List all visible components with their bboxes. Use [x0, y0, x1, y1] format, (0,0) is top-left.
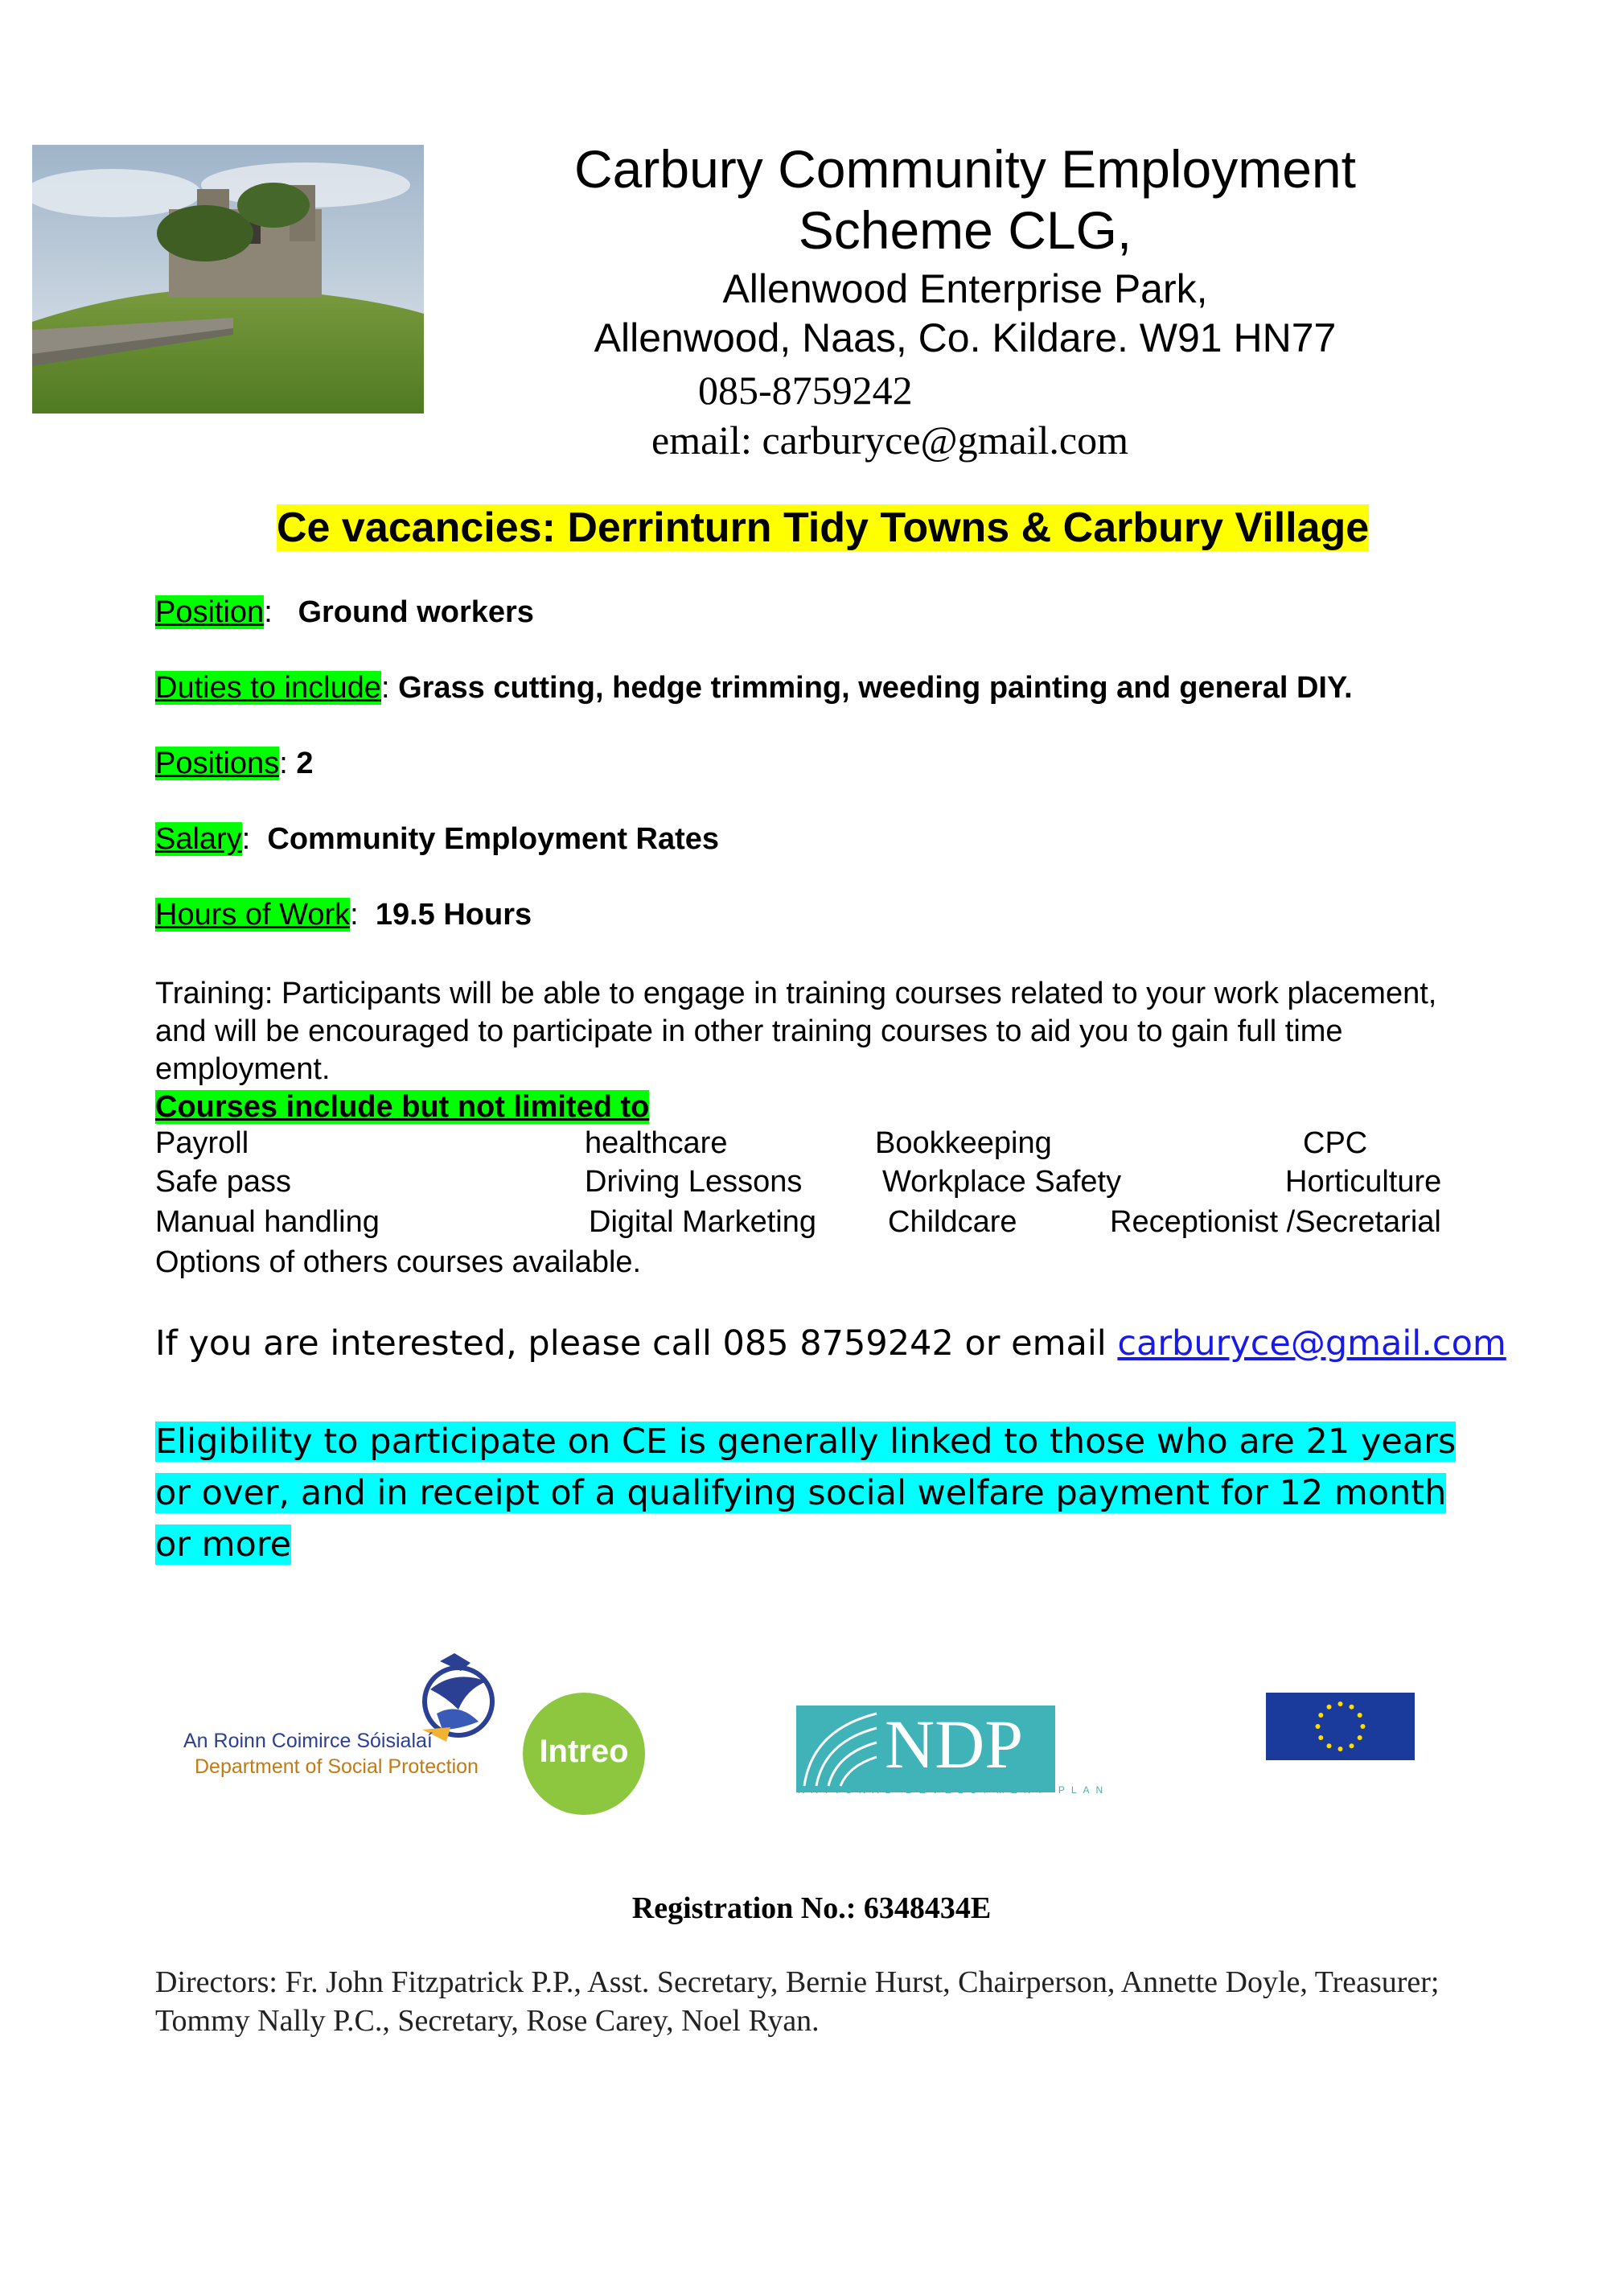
directors-list: Directors: Fr. John Fitzpatrick P.P., Asst. Secretary, Bernie Hurst, Chairperson, Annette Doyle, Treasurer; Tommy Nally P.C., Secretary, Rose Carey, Noel Ryan.: [155, 1965, 1440, 2038]
field-positions: Positions: 2: [155, 747, 314, 780]
eligibility-text: Eligibility to participate on CE is generally linked to those who are 21 years or over, and in receipt of a qualifying social welfare payment for 12 month or more: [155, 1422, 1457, 1565]
course-childcare: Childcare: [888, 1205, 1017, 1239]
vacancies-title: [277, 504, 1369, 552]
salary-value: Community Employment Rates: [267, 822, 720, 856]
duties-value: Grass cutting, hedge trimming, weeding painting and general DIY.: [398, 671, 1353, 705]
castle-ruin-photo: [32, 145, 424, 414]
training-paragraph: Training: Participants will be able to engage in training courses related to your work placement, and will be encouraged to participate in other training courses to aid you to gain full time employment.: [155, 977, 1437, 1086]
course-receptionist: Receptionist /Secretarial: [1110, 1205, 1441, 1239]
org-name-line2: Scheme CLG,: [798, 200, 1132, 260]
eu-flag-icon: [1266, 1693, 1415, 1760]
courses-heading: [155, 1089, 649, 1125]
contact-email-link[interactable]: carburyce@gmail.com: [1117, 1323, 1506, 1364]
field-hours: Hours of Work: 19.5 Hours: [155, 898, 532, 932]
course-workplace-safety: Workplace Safety: [882, 1165, 1122, 1199]
course-driving-lessons: Driving Lessons: [585, 1165, 803, 1199]
course-healthcare: healthcare: [585, 1126, 728, 1160]
ndp-logo-subtitle: NATIONAL DEVELOPMENT PLAN: [798, 1784, 1110, 1796]
org-name-line1: Carbury Community Employment: [574, 139, 1356, 199]
positions-value: 2: [296, 747, 314, 780]
eligibility-paragraph: [155, 1416, 1482, 1570]
course-safe-pass: Safe pass: [155, 1165, 291, 1199]
course-digital-marketing: Digital Marketing: [589, 1205, 816, 1239]
position-value: Ground workers: [298, 595, 534, 629]
header-email: [651, 417, 1128, 463]
course-manual-handling: Manual handling: [155, 1205, 380, 1239]
salary-label: Salary: [155, 822, 242, 856]
vacancies-title-text: Ce vacancies: Derrinturn Tidy Towns & Carbury Village: [277, 504, 1370, 551]
dsp-logo-irish: An Roinn Coimirce Sóisialaí: [183, 1730, 433, 1752]
intreo-logo-text: Intreo: [539, 1734, 629, 1769]
header-phone: 085-8759242: [698, 368, 913, 413]
courses-heading-text: Courses include but not limited to: [155, 1090, 650, 1124]
header-email-label: email:: [651, 418, 752, 463]
course-horticulture: Horticulture: [1285, 1165, 1442, 1199]
options-text: Options of others courses available.: [155, 1245, 642, 1279]
field-duties: Duties to include: Grass cutting, hedge trimming, weeding painting and general DIY.: [155, 671, 1353, 705]
contact-line: [155, 1323, 1506, 1364]
dsp-logo-english: Department of Social Protection: [195, 1755, 479, 1778]
hours-label: Hours of Work: [155, 898, 351, 932]
address-line2: Allenwood, Naas, Co. Kildare. W91 HN77: [594, 315, 1337, 360]
registration-number: Registration No.: 6348434E: [631, 1891, 992, 1925]
hours-value: 19.5 Hours: [375, 898, 532, 932]
address-line1: Allenwood Enterprise Park,: [722, 266, 1208, 311]
course-payroll: Payroll: [155, 1126, 249, 1160]
course-cpc: CPC: [1303, 1126, 1368, 1160]
duties-label: Duties to include: [155, 671, 381, 705]
ndp-logo-text: NDP: [885, 1706, 1024, 1783]
field-salary: Salary: Community Employment Rates: [155, 822, 720, 856]
header-email-address: carburyce@gmail.com: [762, 418, 1129, 463]
field-position: Position: Ground workers: [155, 595, 534, 629]
contact-prefix: If you are interested, please call 085 8759242 or email: [155, 1323, 1118, 1364]
position-label: Position: [155, 595, 265, 629]
course-bookkeeping: Bookkeeping: [875, 1126, 1052, 1160]
positions-label: Positions: [155, 747, 280, 780]
